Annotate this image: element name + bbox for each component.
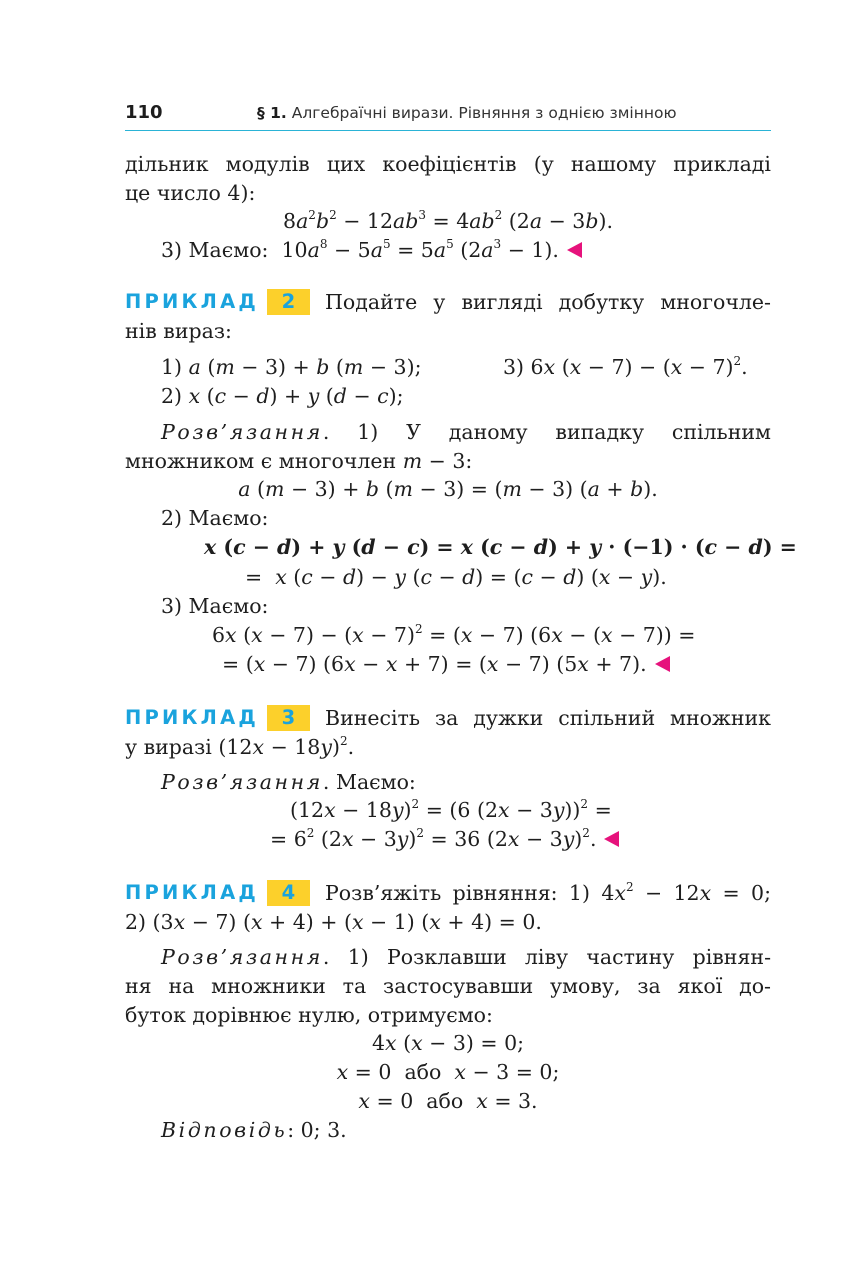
intro-line-1: дільник модулів цих коефіцієнтів (у нашому прикладі <box>125 152 771 176</box>
section-title: Алгебраїчні вирази. Рівняння з однією змінною <box>291 104 677 122</box>
example-2-item-3-label: 3) Маємо: <box>161 594 269 618</box>
example-number: 2 <box>267 289 310 315</box>
running-header <box>125 100 771 131</box>
example-number: 4 <box>267 880 310 906</box>
example-4-task-line-1: Розв’яжіть рівняння: 1) $4x^2 - 12x = 0$; <box>325 880 772 905</box>
or-word: або <box>404 1060 442 1084</box>
example-2-solution-line-2: множником є многочлен m − 3: <box>125 449 473 473</box>
intro-line-2: це число 4): <box>125 181 256 205</box>
formula-3b: = $6^2$ $(2x - 3y)^2 = 36$ $(2x - 3y)^2$. <box>270 829 619 850</box>
item-label: 3) Маємо: <box>161 238 269 262</box>
formula-3a: $(12x - 18y)^2 = (6$ (2x − 3y))$^2$ = <box>290 797 612 822</box>
task-text: у виразі <box>125 735 212 759</box>
example-4-solution-line-2: ня на множники та застосувавши умову, за якої до- <box>125 974 771 998</box>
solution-word: Розв’язання <box>161 770 323 794</box>
example-2-item-3: 3) 6x $(x - 7) - (x - 7)^2$. <box>503 354 748 379</box>
or-word: або <box>426 1089 464 1113</box>
formula-4c: x = 0 або x = 3. <box>358 1089 538 1113</box>
example-2-badge <box>125 289 310 315</box>
page-number: 110 <box>125 102 163 123</box>
example-label: ПРИКЛАД <box>125 290 259 313</box>
example-2-task-line-1: Подайте у вигляді добутку многочле- <box>325 290 771 314</box>
example-2-item-1: 1) a (m − 3) + b (m − 3); <box>161 355 422 379</box>
solution-word: Розв’язання <box>161 420 323 444</box>
formula-factor-1: $8a^2b^2 - 12ab^3 = 4ab^2$ (2a − 3b). <box>283 208 613 233</box>
end-of-solution-marker-icon <box>655 656 670 672</box>
example-4-solution-line-3: буток дорівнює нулю, отримуємо: <box>125 1003 493 1027</box>
task-text: Розв’яжіть рівняння: 1) <box>325 881 590 905</box>
solution-text: . 1) У даному випадку спільним <box>322 420 771 444</box>
example-4-answer <box>161 1120 347 1141</box>
end-of-solution-marker-icon <box>604 831 619 847</box>
solution-text: множником є многочлен <box>125 449 397 473</box>
example-3-badge <box>125 705 310 731</box>
end-of-solution-marker-icon <box>567 242 582 258</box>
formula-2-1: a (m − 3) + b (m − 3) = (m − 3) (a + b). <box>238 477 658 501</box>
answer-value: : 0; 3. <box>287 1118 347 1142</box>
intro-item-3: 3) Маємо: $10a^8 - 5a^5 = 5a^5$ $(2a^3 - 1)$. <box>161 240 582 261</box>
formula-2-2a: x (c − d) + y (d − c) = x (c − d) + y · (−1) · (c − d) = <box>204 535 797 559</box>
example-3-solution <box>161 772 416 793</box>
example-2-task-line-2: нів вираз: <box>125 319 232 343</box>
solution-text: . Маємо: <box>322 770 416 794</box>
formula-4b: x = 0 або x − 3 = 0; <box>336 1060 560 1084</box>
example-2-item-2-label: 2) Маємо: <box>161 506 269 530</box>
running-title <box>257 104 677 122</box>
example-3-task-line-1: Винесіть за дужки спільний множник <box>325 706 771 730</box>
solution-text: . 1) Розклавши ліву частину рівнян- <box>322 945 771 969</box>
example-label: ПРИКЛАД <box>125 706 259 729</box>
formula-2-3b: = (x − 7) (6x − x + 7) = (x − 7) (5x + 7). <box>222 654 670 675</box>
solution-word: Розв’язання <box>161 945 323 969</box>
example-4-task-line-2: 2) (3x − 7) (x + 4) + (x − 1) (x + 4) = 0. <box>125 910 542 934</box>
answer-word: Відповідь <box>161 1118 288 1142</box>
example-4-badge <box>125 880 310 906</box>
formula-2-2b: = x (c − d) − y (c − d) = (c − d) (x − y). <box>245 565 667 589</box>
example-label: ПРИКЛАД <box>125 881 259 904</box>
example-2-item-2: 2) x (c − d) + y (d − c); <box>161 384 404 408</box>
formula-2-3a: 6x $(x - 7) - (x - 7)^2 = (x - 7)$ (6x − (x − 7)) = <box>212 622 696 647</box>
example-3-task-line-2: у виразі $(12x - 18y)^2$. <box>125 734 355 759</box>
section-mark: § 1. <box>257 104 287 122</box>
example-4-solution-line-1 <box>125 947 771 968</box>
formula-4a: 4x (x − 3) = 0; <box>371 1031 525 1055</box>
example-number: 3 <box>267 705 310 731</box>
example-2-solution-line-1 <box>125 422 771 443</box>
